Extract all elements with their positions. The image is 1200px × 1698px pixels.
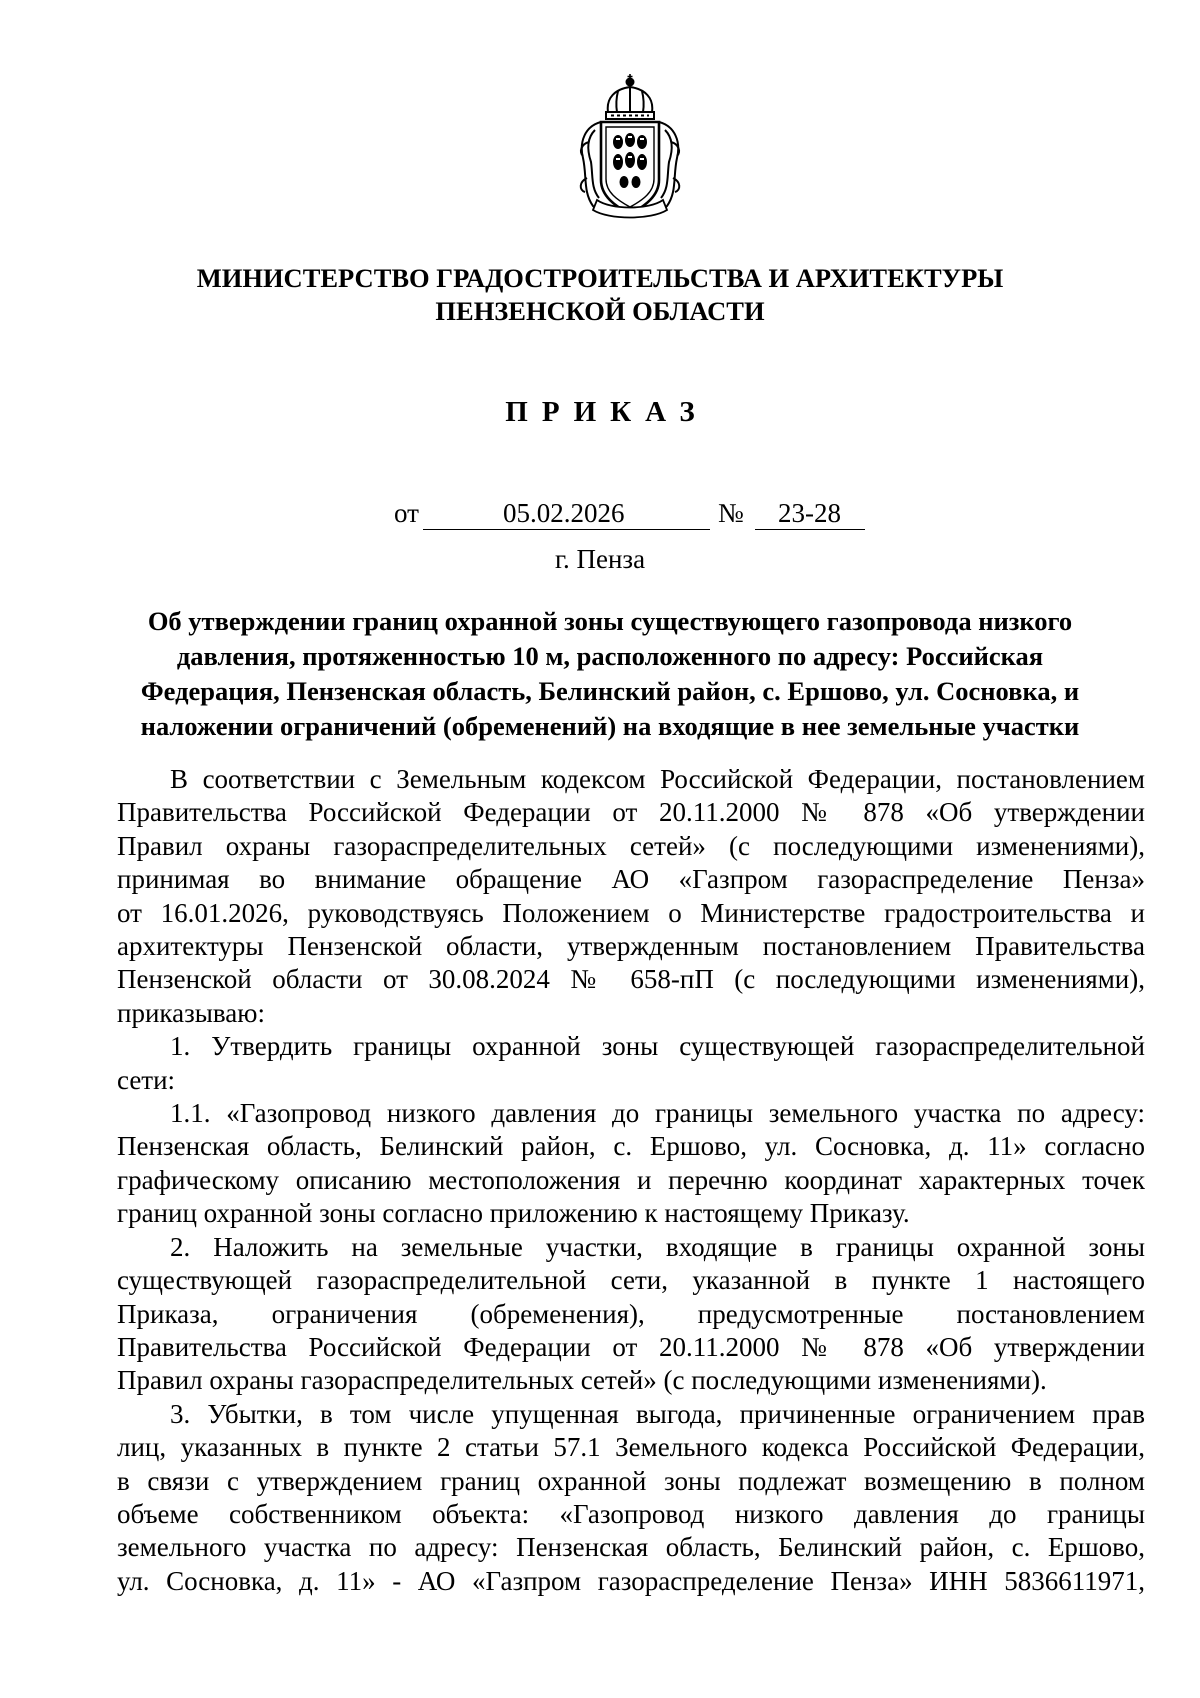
body-line: объеме собственником объекта: «Газопровод низкого давления до границы xyxy=(117,1498,1145,1529)
order-title xyxy=(110,604,1110,744)
body-line: границ охранной зоны согласно приложению к настоящему Приказу. xyxy=(117,1198,910,1229)
order-body xyxy=(117,763,1145,1598)
body-line: существующей газораспределительной сети, указанной в пункте 1 настоящего xyxy=(117,1265,1145,1296)
date-prefix: от xyxy=(394,498,419,528)
body-line: Правил охраны газораспределительных сетей» (с последующими изменениями), xyxy=(117,830,1145,861)
order-date-number-line xyxy=(0,498,1200,538)
body-line: земельного участка по адресу: Пензенская область, Белинский район, с. Ершово, xyxy=(117,1532,1145,1563)
body-line: Приказа, ограничения (обременения), предусмотренные постановлением xyxy=(117,1298,1145,1329)
body-line: приказываю: xyxy=(117,997,265,1028)
body-line: лиц, указанных в пункте 2 статьи 57.1 Земельного кодекса Российской Федерации, xyxy=(117,1432,1145,1463)
title-line: давления, протяженностью 10 м, расположенного по адресу: Российская xyxy=(176,641,1044,671)
body-line: ул. Сосновка, д. 11» - АО «Газпром газораспределение Пенза» ИНН 5836611971, xyxy=(117,1565,1145,1596)
body-line: сети: xyxy=(117,1064,176,1095)
body-line: принимая во внимание обращение АО «Газпром газораспределение Пенза» xyxy=(117,864,1145,895)
ministry-name-line: ПЕНЗЕНСКОЙ ОБЛАСТИ xyxy=(435,296,765,326)
order-city: г. Пенза xyxy=(554,544,646,574)
body-line: от 16.01.2026, руководствуясь Положением о Министерстве градостроительства и xyxy=(117,897,1145,928)
body-line: 1.1. «Газопровод низкого давления до границы земельного участка по адресу: xyxy=(170,1098,1145,1129)
body-line: 3. Убытки, в том числе упущенная выгода, причиненные ограничением прав xyxy=(170,1398,1145,1429)
ministry-name-line: МИНИСТЕРСТВО ГРАДОСТРОИТЕЛЬСТВА И АРХИТЕКТУРЫ xyxy=(196,263,1004,293)
body-line: Пензенская область, Белинский район, с. Ершово, ул. Сосновка, д. 11» согласно xyxy=(117,1131,1145,1162)
number-sign: № xyxy=(718,498,744,528)
body-line: В соответствии с Земельным кодексом Российской Федерации, постановлением xyxy=(170,764,1145,794)
body-line: в связи с утверждением границ охранной зоны подлежат возмещению в полном xyxy=(117,1465,1145,1496)
title-line: Федерация, Пензенская область, Белинский район, с. Ершово, ул. Сосновка, и xyxy=(140,676,1080,706)
order-heading: ПРИКАЗ xyxy=(505,396,709,428)
body-line: Пензенской области от 30.08.2024 № 658-пП (с последующими изменениями), xyxy=(117,964,1145,995)
body-line: 2. Наложить на земельные участки, входящие в границы охранной зоны xyxy=(170,1231,1145,1262)
order-number: 23-28 xyxy=(778,498,841,528)
body-line: 1. Утвердить границы охранной зоны существующей газораспределительной xyxy=(170,1031,1145,1062)
title-line: наложении ограничений (обременений) на входящие в нее земельные участки xyxy=(140,711,1080,741)
date-underline xyxy=(423,529,710,530)
order-date: 05.02.2026 xyxy=(503,498,625,528)
body-line: Правительства Российской Федерации от 20.11.2000 № 878 «Об утверждении xyxy=(117,1331,1145,1362)
ministry-name xyxy=(100,262,1100,328)
penza-region-coat-of-arms-icon xyxy=(571,72,689,220)
body-line: архитектуры Пензенской области, утвержденным постановлением Правительства xyxy=(117,931,1145,962)
title-line: Об утверждении границ охранной зоны существующего газопровода низкого xyxy=(147,606,1073,636)
body-line: графическому описанию местоположения и перечню координат характерных точек xyxy=(117,1164,1145,1195)
body-line: Правительства Российской Федерации от 20.11.2000 № 878 «Об утверждении xyxy=(117,797,1145,828)
body-line: Правил охраны газораспределительных сетей» (с последующими изменениями). xyxy=(117,1365,1047,1396)
number-underline xyxy=(755,529,865,530)
